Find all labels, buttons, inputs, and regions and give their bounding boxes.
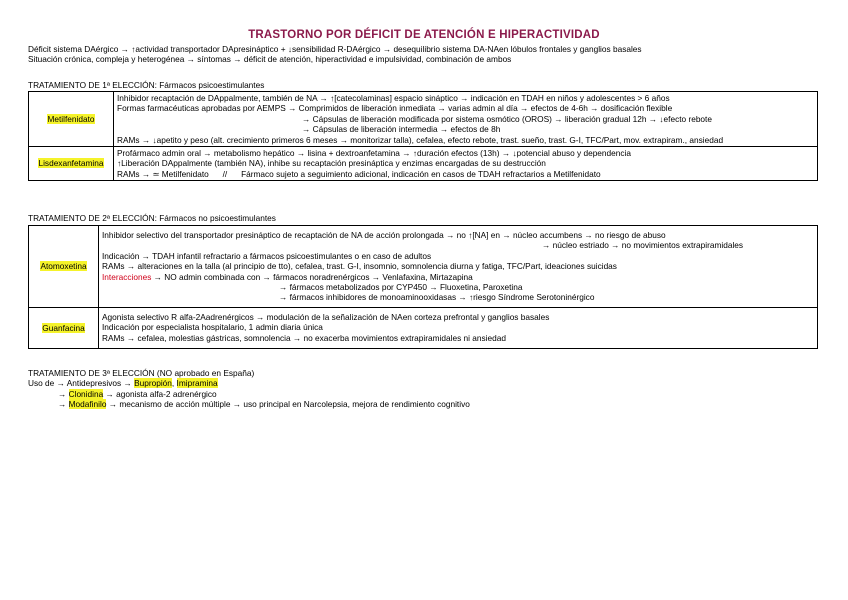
text-line: Indicación → TDAH infantil refractario a fármacos psicoestimulantes o en caso de adultos (102, 250, 432, 261)
text-line: RAMs → ↓apetito y peso (alt. crecimiento primeros 6 meses → monitorizar talla), cefalea, efecto rebote, trast. sueño, trast. G-I, TFC/Part, mov. extrapiram., ansiedad (117, 134, 724, 145)
drug-name-metilfenidato: Metilfenidato (47, 113, 95, 124)
text-line: Formas farmacéuticas aprobadas por AEMPS → Comprimidos de liberación inmediata → varias admin al día → efectos de 4-6h → dosificación flexible (117, 103, 673, 114)
drug-cell (29, 226, 99, 308)
drug-name-atomoxetina: Atomoxetina (40, 261, 87, 272)
text-line: → Cápsulas de liberación modificada por sistema osmótico (OROS) → liberación gradual 12h → ↓efecto rebote (302, 113, 712, 124)
text-line (102, 272, 814, 282)
text-line (28, 389, 470, 399)
text-line: RAMs → cefalea, molestias gástricas, somnolencia → no exacerba movimientos extrapiramidales ni ansiedad (102, 332, 506, 343)
third-line-section (28, 368, 470, 410)
third-line-heading: TRATAMIENTO DE 3ª ELECCIÓN (NO aprobado en España) (28, 368, 255, 378)
table-row (29, 147, 818, 181)
text-line: Inhibidor recaptación de DAppalmente, también de NA → ↑[catecolaminas] espacio sináptico → indicación en TDAH en niños y adolescentes > 6 años (117, 93, 670, 103)
arrow: → (58, 388, 69, 399)
arrow: → (58, 399, 69, 410)
uso-prefix: Uso de → Antidepresivos → (28, 378, 135, 389)
second-line-table (28, 225, 818, 349)
text-line (28, 378, 470, 388)
text-line: → fármacos metabolizados por CYP450 → Fluoxetina, Paroxetina (279, 282, 523, 293)
table-row (29, 307, 818, 348)
drug-name-bupropion: Bupropión (134, 378, 172, 389)
clonidina-text: → agonista alfa-2 adrenérgico (103, 388, 217, 399)
text-line: Indicación por especialista hospitalario, 1 admin diaria única (102, 322, 323, 333)
first-line-heading: TRATAMIENTO DE 1ª ELECCIÓN: Fármacos psicoestimulantes (28, 80, 265, 90)
intro-line: Situación crónica, compleja y heterogénea → síntomas → déficit de atención, hiperactividad e impulsividad, combinación de ambos (28, 54, 512, 65)
intro-block (28, 44, 828, 65)
page-title: TRASTORNO POR DÉFICIT DE ATENCIÓN E HIPERACTIVIDAD (248, 29, 600, 41)
drug-name-guanfacina: Guanfacina (42, 322, 85, 333)
text-line: Agonista selectivo R alfa-2Aadrenérgicos → modulación de la señalización de NAen corteza prefrontal y ganglios basales (102, 311, 550, 322)
drug-description (114, 92, 818, 147)
drug-name-lisdexanfetamina: Lisdexanfetamina (38, 158, 104, 169)
table-row (29, 92, 818, 147)
text-line: Inhibidor selectivo del transportador presináptico de recaptación de NA de acción prolongada → no ↑[NA] en → núcleo accumbens → no riesgo de abuso (102, 230, 666, 240)
text-line (28, 399, 470, 409)
drug-description (99, 307, 818, 348)
text-line: → núcleo estriado → no movimientos extrapiramidales (542, 240, 744, 251)
drug-name-modafinilo: Modafinilo (68, 399, 107, 410)
text-line: Profármaco admin oral → metabolismo hepático → lisina + dextroanfetamina → ↑duración efectos (13h) → ↓potencial abuso y dependencia (117, 148, 631, 159)
first-line-table (28, 91, 818, 181)
interacciones-text: → NO admin combinada con → fármacos noradrenérgicos → Venlafaxina, Mirtazapina (151, 271, 473, 282)
separator: , (171, 378, 177, 389)
drug-cell (29, 147, 114, 181)
drug-description (99, 226, 818, 308)
text-line: RAMs → alteraciones en la talla (al principio de tto), cefalea, trast. G-I, insomnio, somnolencia diurna y fatiga, TFC/Part, ideaciones suicidas (102, 261, 617, 272)
drug-cell (29, 92, 114, 147)
text-line: → fármacos inhibidores de monoaminooxidasas → ↑riesgo Síndrome Serotoninérgico (279, 292, 595, 303)
drug-name-imipramina: Imipramina (176, 378, 218, 389)
drug-name-clonidina: Clonidina (68, 388, 104, 399)
interacciones-label: Interacciones (102, 271, 152, 282)
modafinilo-text: → mecanismo de acción múltiple → uso principal en Narcolepsia, mejora de rendimiento cognitivo (106, 399, 470, 410)
table-row (29, 226, 818, 308)
text-line: ↑Liberación DAppalmente (también NA), inhibe su recaptación presináptica y enzimas encargadas de su destrucción (117, 158, 546, 169)
second-line-heading: TRATAMIENTO DE 2ª ELECCIÓN: Fármacos no psicoestimulantes (28, 213, 276, 223)
drug-cell (29, 307, 99, 348)
intro-line: Déficit sistema DAérgico → ↑actividad transportador DApresináptico + ↓sensibilidad R-DAérgico → desequilibrio sistema DA-NAen lóbulos frontales y ganglios basales (28, 44, 642, 54)
drug-description (114, 147, 818, 181)
text-line: RAMs → ≃ Metilfenidato // Fármaco sujeto a seguimiento adicional, indicación en casos de TDAH refractarios a Metilfenidato (117, 168, 601, 179)
text-line: → Cápsulas de liberación intermedia → efectos de 8h (302, 124, 501, 135)
